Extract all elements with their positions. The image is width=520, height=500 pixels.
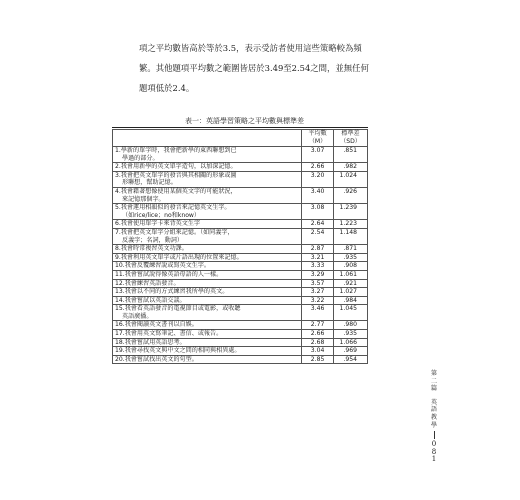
sd-cell: .982 <box>334 163 368 172</box>
item-column-header <box>113 130 302 147</box>
table-title: 表一：英語學習策略之平均數與標準差 <box>185 117 304 125</box>
sd-cell: .984 <box>334 296 368 305</box>
mean-cell: 3.33 <box>302 262 334 271</box>
sd-cell: 1.027 <box>334 288 368 297</box>
table-row <box>113 355 368 364</box>
strategy-item-cell <box>113 296 302 305</box>
mean-cell: 3.08 <box>302 204 334 220</box>
table-row <box>113 279 368 288</box>
chapter-char: 篇 <box>430 385 438 393</box>
mean-cell: 2.85 <box>302 355 334 364</box>
page-number-digit: 8 <box>431 447 437 456</box>
chapter-char: 二 <box>430 377 438 385</box>
strategy-item-text: 19.我會尋找英文與中文之間的相同與相異處。 <box>115 347 241 355</box>
sd-cell: .935 <box>334 330 368 339</box>
strategy-item-cell <box>113 171 302 187</box>
table-row <box>113 253 368 262</box>
intro-paragraph <box>139 38 439 98</box>
table-row <box>113 321 368 330</box>
strategy-item-cell <box>113 220 302 229</box>
section-char: 英 <box>430 398 438 406</box>
mean-cell: 2.54 <box>302 228 334 244</box>
sd-cell: .871 <box>334 245 368 254</box>
sd-header-unit: （SD） <box>340 138 361 145</box>
mean-cell: 2.66 <box>302 163 334 172</box>
page-number-digit: 0 <box>431 440 437 449</box>
table-header-row <box>113 130 368 147</box>
strategy-item-cell <box>113 245 302 254</box>
strategy-item-text: 學過的部分。 <box>122 154 159 162</box>
chapter-char: 第 <box>430 370 438 377</box>
table-row <box>113 163 368 172</box>
strategy-item-text: 英語廣播。 <box>122 312 153 320</box>
mean-cell: 3.22 <box>302 296 334 305</box>
sd-cell: 1.061 <box>334 270 368 279</box>
strategy-item-text: 10.我會反覆練習說或寫英文生字。 <box>115 262 211 270</box>
mean-cell: 2.66 <box>302 330 334 339</box>
strategy-item-text: 7.我會把英文單字分組來記憶。（如同義字， <box>115 228 234 236</box>
strategy-item-text: 17.我會用英文寫筆記、書信、或報告。 <box>115 330 223 338</box>
strategy-item-cell <box>113 262 302 271</box>
strategy-item-cell <box>113 355 302 364</box>
strategy-item-text: 1.學新的單字時，我會把新學的東西聯想到已 <box>115 147 237 154</box>
sd-cell: 1.045 <box>334 305 368 321</box>
table-body <box>113 147 368 364</box>
mean-cell: 3.57 <box>302 279 334 288</box>
sidebar-divider <box>434 431 435 439</box>
table-row <box>113 270 368 279</box>
table-row <box>113 288 368 297</box>
mean-header-unit: （M） <box>308 138 327 145</box>
section-char: 學 <box>430 421 438 429</box>
strategy-item-text: 2.我會用新學的英文單字造句，以加深記憶。 <box>115 163 237 171</box>
mean-cell: 2.77 <box>302 321 334 330</box>
mean-cell: 3.07 <box>302 147 334 163</box>
strategy-item-cell <box>113 288 302 297</box>
strategy-item-cell <box>113 270 302 279</box>
strategy-item-cell <box>113 163 302 172</box>
sd-cell: .908 <box>334 262 368 271</box>
strategy-item-text: 15.我會看英語發音的電視節目或電影，或收聽 <box>115 305 241 313</box>
strategy-item-text: 9.我會利用英文單字或片語出現的位置來記憶。 <box>115 253 243 261</box>
strategy-item-text: 11.我會嘗試說得像英語母語的人一樣。 <box>115 270 223 278</box>
strategy-item-cell <box>113 347 302 356</box>
intro-line: 項之平均數皆高於等於3.5，表示受訪者使用這些策略較為頻 <box>139 43 362 53</box>
table-row <box>113 147 368 163</box>
page-number-digit: 1 <box>431 455 437 464</box>
sd-cell: 1.024 <box>334 171 368 187</box>
strategy-item-cell <box>113 279 302 288</box>
strategy-item-cell <box>113 330 302 339</box>
table-row <box>113 187 368 203</box>
mean-cell: 3.04 <box>302 347 334 356</box>
sd-cell: .851 <box>334 147 368 163</box>
table-row <box>113 347 368 356</box>
mean-cell: 2.64 <box>302 220 334 229</box>
table-top-rule <box>112 127 368 128</box>
strategy-item-cell <box>113 305 302 321</box>
mean-cell: 3.40 <box>302 187 334 203</box>
intro-line: 繁。其他題項平均數之範圍皆居於3.49至2.54之間，並無任何 <box>139 63 369 73</box>
table-row <box>113 171 368 187</box>
sd-column-header <box>334 130 368 147</box>
sd-cell: .935 <box>334 253 368 262</box>
strategy-item-text: 16.我會閱讀英文書刊以自娛。 <box>115 321 198 329</box>
strategy-item-cell <box>113 338 302 347</box>
strategy-item-text: 來記憶那個字。 <box>122 195 165 203</box>
sd-cell: 1.066 <box>334 338 368 347</box>
sd-cell: .926 <box>334 187 368 203</box>
mean-cell: 3.20 <box>302 171 334 187</box>
table-row <box>113 262 368 271</box>
table-row <box>113 296 368 305</box>
mean-header-label: 平均數 <box>308 130 327 137</box>
strategy-item-cell <box>113 228 302 244</box>
table-row <box>113 204 368 220</box>
sd-cell: 1.148 <box>334 228 368 244</box>
intro-line: 題項低於2.4。 <box>139 83 195 93</box>
mean-cell: 3.46 <box>302 305 334 321</box>
sd-header-label: 標準差 <box>341 130 360 137</box>
strategy-table <box>112 129 368 364</box>
sd-cell: .980 <box>334 321 368 330</box>
sd-cell: 1.239 <box>334 204 368 220</box>
strategy-item-text: 3.我會把英文單字的發音與其相關的形象或圖 <box>115 171 237 179</box>
sd-cell: 1.223 <box>334 220 368 229</box>
strategy-item-text: 18.我會嘗試用英語思考。 <box>115 338 186 346</box>
strategy-item-text: 13.我會以不同的方式練習我所學的英文。 <box>115 288 229 296</box>
strategy-item-cell <box>113 321 302 330</box>
strategy-item-text: 反義字；名詞，動詞） <box>122 236 183 244</box>
mean-cell: 3.29 <box>302 270 334 279</box>
section-char: 語 <box>430 406 438 414</box>
mean-column-header <box>302 130 334 147</box>
section-char: 教 <box>430 413 438 421</box>
table-row <box>113 305 368 321</box>
strategy-item-text: 20.我會嘗試找出英文的句型。 <box>115 355 198 363</box>
mean-cell: 3.27 <box>302 288 334 297</box>
table-row <box>113 245 368 254</box>
strategy-item-cell <box>113 187 302 203</box>
sd-cell: .969 <box>334 347 368 356</box>
mean-cell: 2.68 <box>302 338 334 347</box>
strategy-item-cell <box>113 204 302 220</box>
page-sidebar <box>428 370 440 464</box>
table-row <box>113 338 368 347</box>
strategy-item-cell <box>113 253 302 262</box>
strategy-item-text: 12.我會練習英語發音。 <box>115 279 180 287</box>
table-row <box>113 220 368 229</box>
strategy-item-text: 8.我會時常複習英文功課。 <box>115 245 188 253</box>
strategy-item-cell <box>113 147 302 163</box>
strategy-item-text: 5.我會運用相韻似的發音來記憶英文生字。 <box>115 204 231 212</box>
sd-cell: .921 <box>334 279 368 288</box>
strategy-item-text: 形聯想，幫助記憶。 <box>122 179 177 187</box>
table-row <box>113 330 368 339</box>
strategy-item-text: 14.我會嘗試以英語交談。 <box>115 296 186 304</box>
strategy-item-text: 4.我會藉著想像使用某個英文字的可能狀況， <box>115 187 237 195</box>
strategy-item-text: （如rice/lice；no和know） <box>122 211 200 219</box>
strategy-item-text: 6.我會使用單字卡來背英文生字 <box>115 220 201 228</box>
mean-cell: 2.87 <box>302 245 334 254</box>
table-row <box>113 228 368 244</box>
sd-cell: .954 <box>334 355 368 364</box>
mean-cell: 3.21 <box>302 253 334 262</box>
